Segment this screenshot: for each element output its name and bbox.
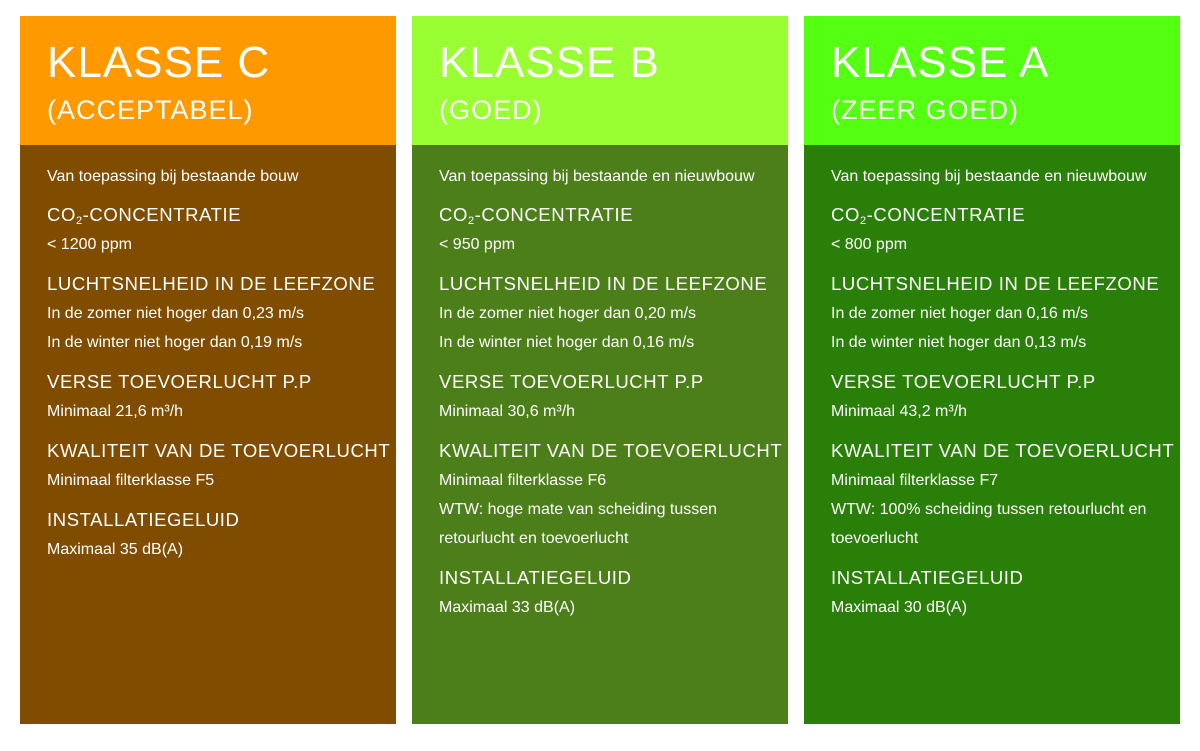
class-b-noise-value: Maximaal 33 dB(A) <box>439 599 576 616</box>
class-a-co2-label: $CO_2$-CONCENTRATIE <box>831 204 1026 227</box>
class-c-title: KLASSE C <box>47 38 271 87</box>
class-b-quality-value: Minimaal filterklasse F6 <box>439 472 607 489</box>
class-c-air-speed-section <box>47 269 382 357</box>
class-a-body <box>804 145 1180 724</box>
class-a-fresh-air-section <box>831 367 1166 426</box>
class-a-air-speed-label: LUCHTSNELHEID IN DE LEEFZONE <box>831 273 1160 294</box>
class-a-column <box>804 16 1180 724</box>
class-c-body <box>20 145 396 724</box>
class-a-co2-section <box>831 200 1166 259</box>
class-a-air-speed-summer: In de zomer niet hoger dan 0,16 m/s <box>831 305 1089 322</box>
class-c-fresh-air-label: VERSE TOEVOERLUCHT P.P <box>47 371 312 392</box>
class-b-title: KLASSE B <box>439 38 660 87</box>
class-a-quality-value: Minimaal filterklasse F7 <box>831 472 999 489</box>
class-b-header <box>412 16 788 145</box>
class-b-air-speed-winter: In de winter niet hoger dan 0,16 m/s <box>439 334 695 351</box>
class-c-noise-label: INSTALLATIEGELUID <box>47 509 240 530</box>
class-c-co2-label: $CO_2$-CONCENTRATIE <box>47 204 242 227</box>
class-c-fresh-air-value: Minimaal 21,6 m³/h <box>47 403 184 420</box>
class-a-subtitle: (ZEER GOED) <box>831 95 1020 125</box>
class-a-co2-value: < 800 ppm <box>831 236 908 253</box>
class-c-air-speed-summer: In de zomer niet hoger dan 0,23 m/s <box>47 305 305 322</box>
class-b-fresh-air-label: VERSE TOEVOERLUCHT P.P <box>439 371 704 392</box>
class-b-air-speed-section <box>439 269 774 357</box>
class-b-subtitle: (GOED) <box>439 95 543 125</box>
class-b-co2-label: $CO_2$-CONCENTRATIE <box>439 204 634 227</box>
class-c-noise-value: Maximaal 35 dB(A) <box>47 541 184 558</box>
class-a-quality-label: KWALITEIT VAN DE TOEVOERLUCHT <box>831 440 1175 461</box>
class-b-quality-label: KWALITEIT VAN DE TOEVOERLUCHT <box>439 440 783 461</box>
class-c-air-speed-winter: In de winter niet hoger dan 0,19 m/s <box>47 334 303 351</box>
class-c-quality-label: KWALITEIT VAN DE TOEVOERLUCHT <box>47 440 391 461</box>
class-b-body <box>412 145 788 724</box>
class-a-noise-value: Maximaal 30 dB(A) <box>831 599 968 616</box>
class-b-air-speed-summer: In de zomer niet hoger dan 0,20 m/s <box>439 305 697 322</box>
class-b-quality-section <box>439 436 783 553</box>
class-b-noise-section <box>439 563 774 622</box>
class-c-subtitle: (ACCEPTABEL) <box>47 95 254 125</box>
class-b-intro: Van toepassing bij bestaande en nieuwbouw <box>439 168 755 185</box>
class-a-noise-section <box>831 563 1166 622</box>
class-c-intro: Van toepassing bij bestaande bouw <box>47 168 299 185</box>
class-c-column <box>20 16 396 724</box>
class-a-intro: Van toepassing bij bestaande en nieuwbouw <box>831 168 1147 185</box>
class-b-fresh-air-value: Minimaal 30,6 m³/h <box>439 403 576 420</box>
class-b-air-speed-label: LUCHTSNELHEID IN DE LEEFZONE <box>439 273 768 294</box>
class-c-noise-section <box>47 505 382 564</box>
class-c-quality-section <box>47 436 391 495</box>
class-a-quality-extra: WTW: 100% scheiding tussen retourlucht en toevoerlucht <box>831 501 1147 547</box>
class-c-quality-value: Minimaal filterklasse F5 <box>47 472 215 489</box>
class-b-noise-label: INSTALLATIEGELUID <box>439 567 632 588</box>
class-a-fresh-air-value: Minimaal 43,2 m³/h <box>831 403 968 420</box>
class-a-noise-label: INSTALLATIEGELUID <box>831 567 1024 588</box>
class-c-fresh-air-section <box>47 367 382 426</box>
class-a-air-speed-section <box>831 269 1166 357</box>
class-a-title: KLASSE A <box>831 38 1050 87</box>
class-b-quality-extra: WTW: hoge mate van scheiding tussen retourlucht en toevoerlucht <box>439 501 718 547</box>
class-c-header <box>20 16 396 145</box>
class-a-fresh-air-label: VERSE TOEVOERLUCHT P.P <box>831 371 1096 392</box>
class-c-co2-section <box>47 200 382 259</box>
class-c-co2-value: < 1200 ppm <box>47 236 132 253</box>
class-b-co2-section <box>439 200 774 259</box>
class-b-fresh-air-section <box>439 367 774 426</box>
class-c-air-speed-label: LUCHTSNELHEID IN DE LEEFZONE <box>47 273 376 294</box>
class-b-column <box>412 16 788 724</box>
class-b-co2-value: < 950 ppm <box>439 236 516 253</box>
class-a-quality-section <box>831 436 1175 553</box>
class-a-air-speed-winter: In de winter niet hoger dan 0,13 m/s <box>831 334 1087 351</box>
class-a-header <box>804 16 1180 145</box>
